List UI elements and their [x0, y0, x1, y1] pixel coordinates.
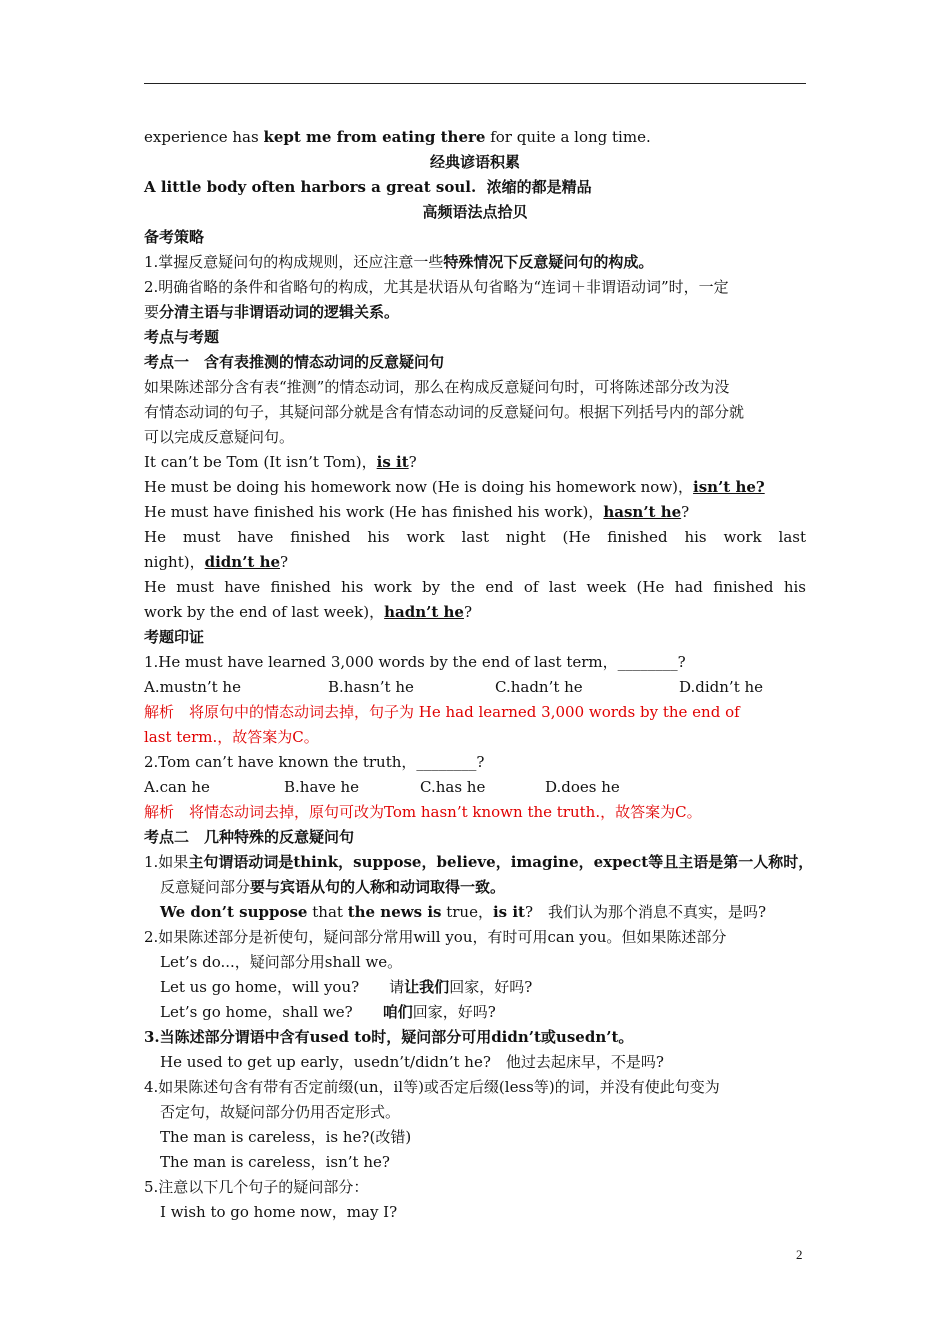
- option-a: A.can he: [144, 778, 210, 796]
- bold-phrase: 分清主语与非谓语动词的逻辑关系。: [159, 303, 400, 321]
- point2-item-3: 3.当陈述部分谓语中含有used to时，疑问部分可用didn’t或usedn’t。: [144, 1028, 634, 1046]
- point1-para-line-2: 有情态动词的句子，其疑问部分就是含有情态动词的反意疑问句。根据下列括号内的部分就: [144, 403, 745, 421]
- bold-phrase: kept me from eating there: [263, 128, 486, 146]
- point2-item-4-example-1: The man is careless，is he?(改错): [160, 1128, 412, 1146]
- point2-item-2-example-1: [144, 975, 806, 1000]
- text-run: 1.掌握反意疑问句的构成规则，还应注意一些: [144, 253, 444, 271]
- answer-1-line-1: 解析 将原句中的情态动词去掉，句子为 He had learned 3,000 words by the end of: [144, 703, 740, 721]
- bold-phrase: We don’t suppose: [160, 903, 308, 921]
- header-rule: [144, 83, 806, 84]
- text-run: Let’s go home，shall we?: [160, 1003, 383, 1021]
- example-5-line-2: [144, 600, 806, 625]
- point1-para-line-3: 可以完成反意疑问句。: [144, 428, 295, 446]
- point2-item-3-example: He used to get up early，usedn’t/didn’t he? 他过去起床早，不是吗?: [160, 1053, 664, 1071]
- question-1-options: [144, 675, 806, 700]
- point2-item-5: 5.注意以下几个句子的疑问部分：: [144, 1178, 369, 1196]
- text-run: ?: [280, 553, 289, 571]
- bold-phrase: 主句谓语动词是think，suppose，believe，imagine，expect等且主语是第一人称时，: [188, 853, 814, 871]
- text-run: 反意疑问部分: [160, 878, 251, 896]
- example-4-line-1: He must have finished his work last night (He finished his work last: [144, 528, 806, 546]
- point2-item-4-line-2: 否定句，故疑问部分仍用否定形式。: [160, 1103, 401, 1121]
- text-run: It can’t be Tom (It isn’t Tom)，: [144, 453, 377, 471]
- example-4-line-2: [144, 550, 806, 575]
- text-run: 要: [144, 303, 160, 321]
- exam-heading: 考题印证: [144, 628, 205, 646]
- bold-phrase: the news is: [347, 903, 442, 921]
- point2-item-1-line-1: [144, 850, 814, 875]
- question-2: 2.Tom can’t have known the truth，________?: [144, 753, 485, 771]
- text-run: work by the end of last week)，: [144, 603, 385, 621]
- text-run: night)，: [144, 553, 205, 571]
- strategy-heading: 备考策略: [144, 228, 205, 246]
- text-run: 回家，好吗?: [412, 1003, 496, 1021]
- point2-item-4-example-2: The man is careless，isn’t he?: [160, 1153, 390, 1171]
- example-1: [144, 450, 806, 475]
- bold-phrase: 特殊情况下反意疑问句的构成。: [443, 253, 654, 271]
- text-run: for quite a long time.: [485, 128, 651, 146]
- text-run: ?: [463, 603, 472, 621]
- answer-1-line-2: last term.，故答案为C。: [144, 728, 319, 746]
- bold-phrase: 让我们: [404, 978, 450, 996]
- point2-item-2-line-2: Let’s do...，疑问部分用shall we。: [160, 953, 403, 971]
- point2-title: 考点二 几种特殊的反意疑问句: [144, 828, 355, 846]
- text-run: ?: [681, 503, 690, 521]
- strategy-item-2-line-2: [144, 300, 806, 325]
- answer-tag: hasn’t he: [603, 503, 682, 521]
- point1-title: 考点一 含有表推测的情态动词的反意疑问句: [144, 353, 445, 371]
- text-run: He must have finished his work (He has finished his work)，: [144, 503, 604, 521]
- text-run: true，: [441, 903, 493, 921]
- point2-item-5-example: I wish to go home now，may I?: [160, 1203, 398, 1221]
- text-run: 1.如果: [144, 853, 189, 871]
- option-b: B.have he: [284, 778, 360, 796]
- text-run: that: [307, 903, 348, 921]
- option-d: D.didn’t he: [679, 678, 764, 696]
- option-a: A.mustn’t he: [144, 678, 241, 696]
- example-3: [144, 500, 806, 525]
- point2-item-1-example: [144, 900, 806, 925]
- document-body: [144, 125, 814, 1225]
- point2-item-4-line-1: 4.如果陈述句含有带有否定前缀(un，il等)或否定后缀(less等)的词，并没有使此句变为: [144, 1078, 720, 1096]
- option-c: C.hadn’t he: [495, 678, 583, 696]
- answer-tag: hadn’t he: [384, 603, 464, 621]
- question-2-options: [144, 775, 806, 800]
- points-heading: 考点与考题: [144, 328, 220, 346]
- answer-2: 解析 将情态动词去掉，原句可改为Tom hasn’t known the truth.，故答案为C。: [144, 803, 702, 821]
- bold-phrase: is it: [492, 903, 525, 921]
- bold-phrase: 咱们: [382, 1003, 413, 1021]
- grammar-heading: 高频语法点拾贝: [422, 203, 528, 221]
- example-2: [144, 475, 806, 500]
- point2-item-2-example-2: [144, 1000, 806, 1025]
- option-d: D.does he: [545, 778, 620, 796]
- strategy-item-2-line-1: 2.明确省略的条件和省略句的构成，尤其是状语从句省略为“连词＋非谓语动词”时，一定: [144, 278, 729, 296]
- bold-phrase: 要与宾语从句的人称和动词取得一致。: [250, 878, 506, 896]
- option-c: C.has he: [420, 778, 486, 796]
- option-b: B.hasn’t he: [328, 678, 414, 696]
- continued-sentence: [144, 125, 806, 150]
- example-5-line-1: He must have finished his work by the end of last week (He had finished his: [144, 578, 806, 596]
- strategy-item-1: [144, 250, 806, 275]
- point2-item-1-line-2: [144, 875, 806, 900]
- answer-tag: is it: [376, 453, 409, 471]
- proverb-text: A little body often harbors a great soul. 浓缩的都是精品: [144, 178, 592, 196]
- question-1: 1.He must have learned 3,000 words by the end of last term，________?: [144, 653, 686, 671]
- text-run: experience has: [144, 128, 264, 146]
- point2-item-2-line-1: 2.如果陈述部分是祈使句，疑问部分常用will you，有时可用can you。但如果陈述部分: [144, 928, 727, 946]
- answer-tag: didn’t he: [204, 553, 281, 571]
- text-run: ?: [408, 453, 417, 471]
- text-run: ? 我们认为那个消息不真实，是吗?: [524, 903, 767, 921]
- page-number: 2: [796, 1247, 803, 1262]
- text-run: He must be doing his homework now (He is doing his homework now)，: [144, 478, 694, 496]
- text-run: 回家，好吗?: [449, 978, 533, 996]
- point1-para-line-1: 如果陈述部分含有表“推测”的情态动词，那么在构成反意疑问句时，可将陈述部分改为没: [144, 378, 730, 396]
- answer-tag: isn’t he?: [693, 478, 765, 496]
- proverb-heading: 经典谚语积累: [429, 153, 520, 171]
- text-run: Let us go home，will you? 请: [160, 978, 405, 996]
